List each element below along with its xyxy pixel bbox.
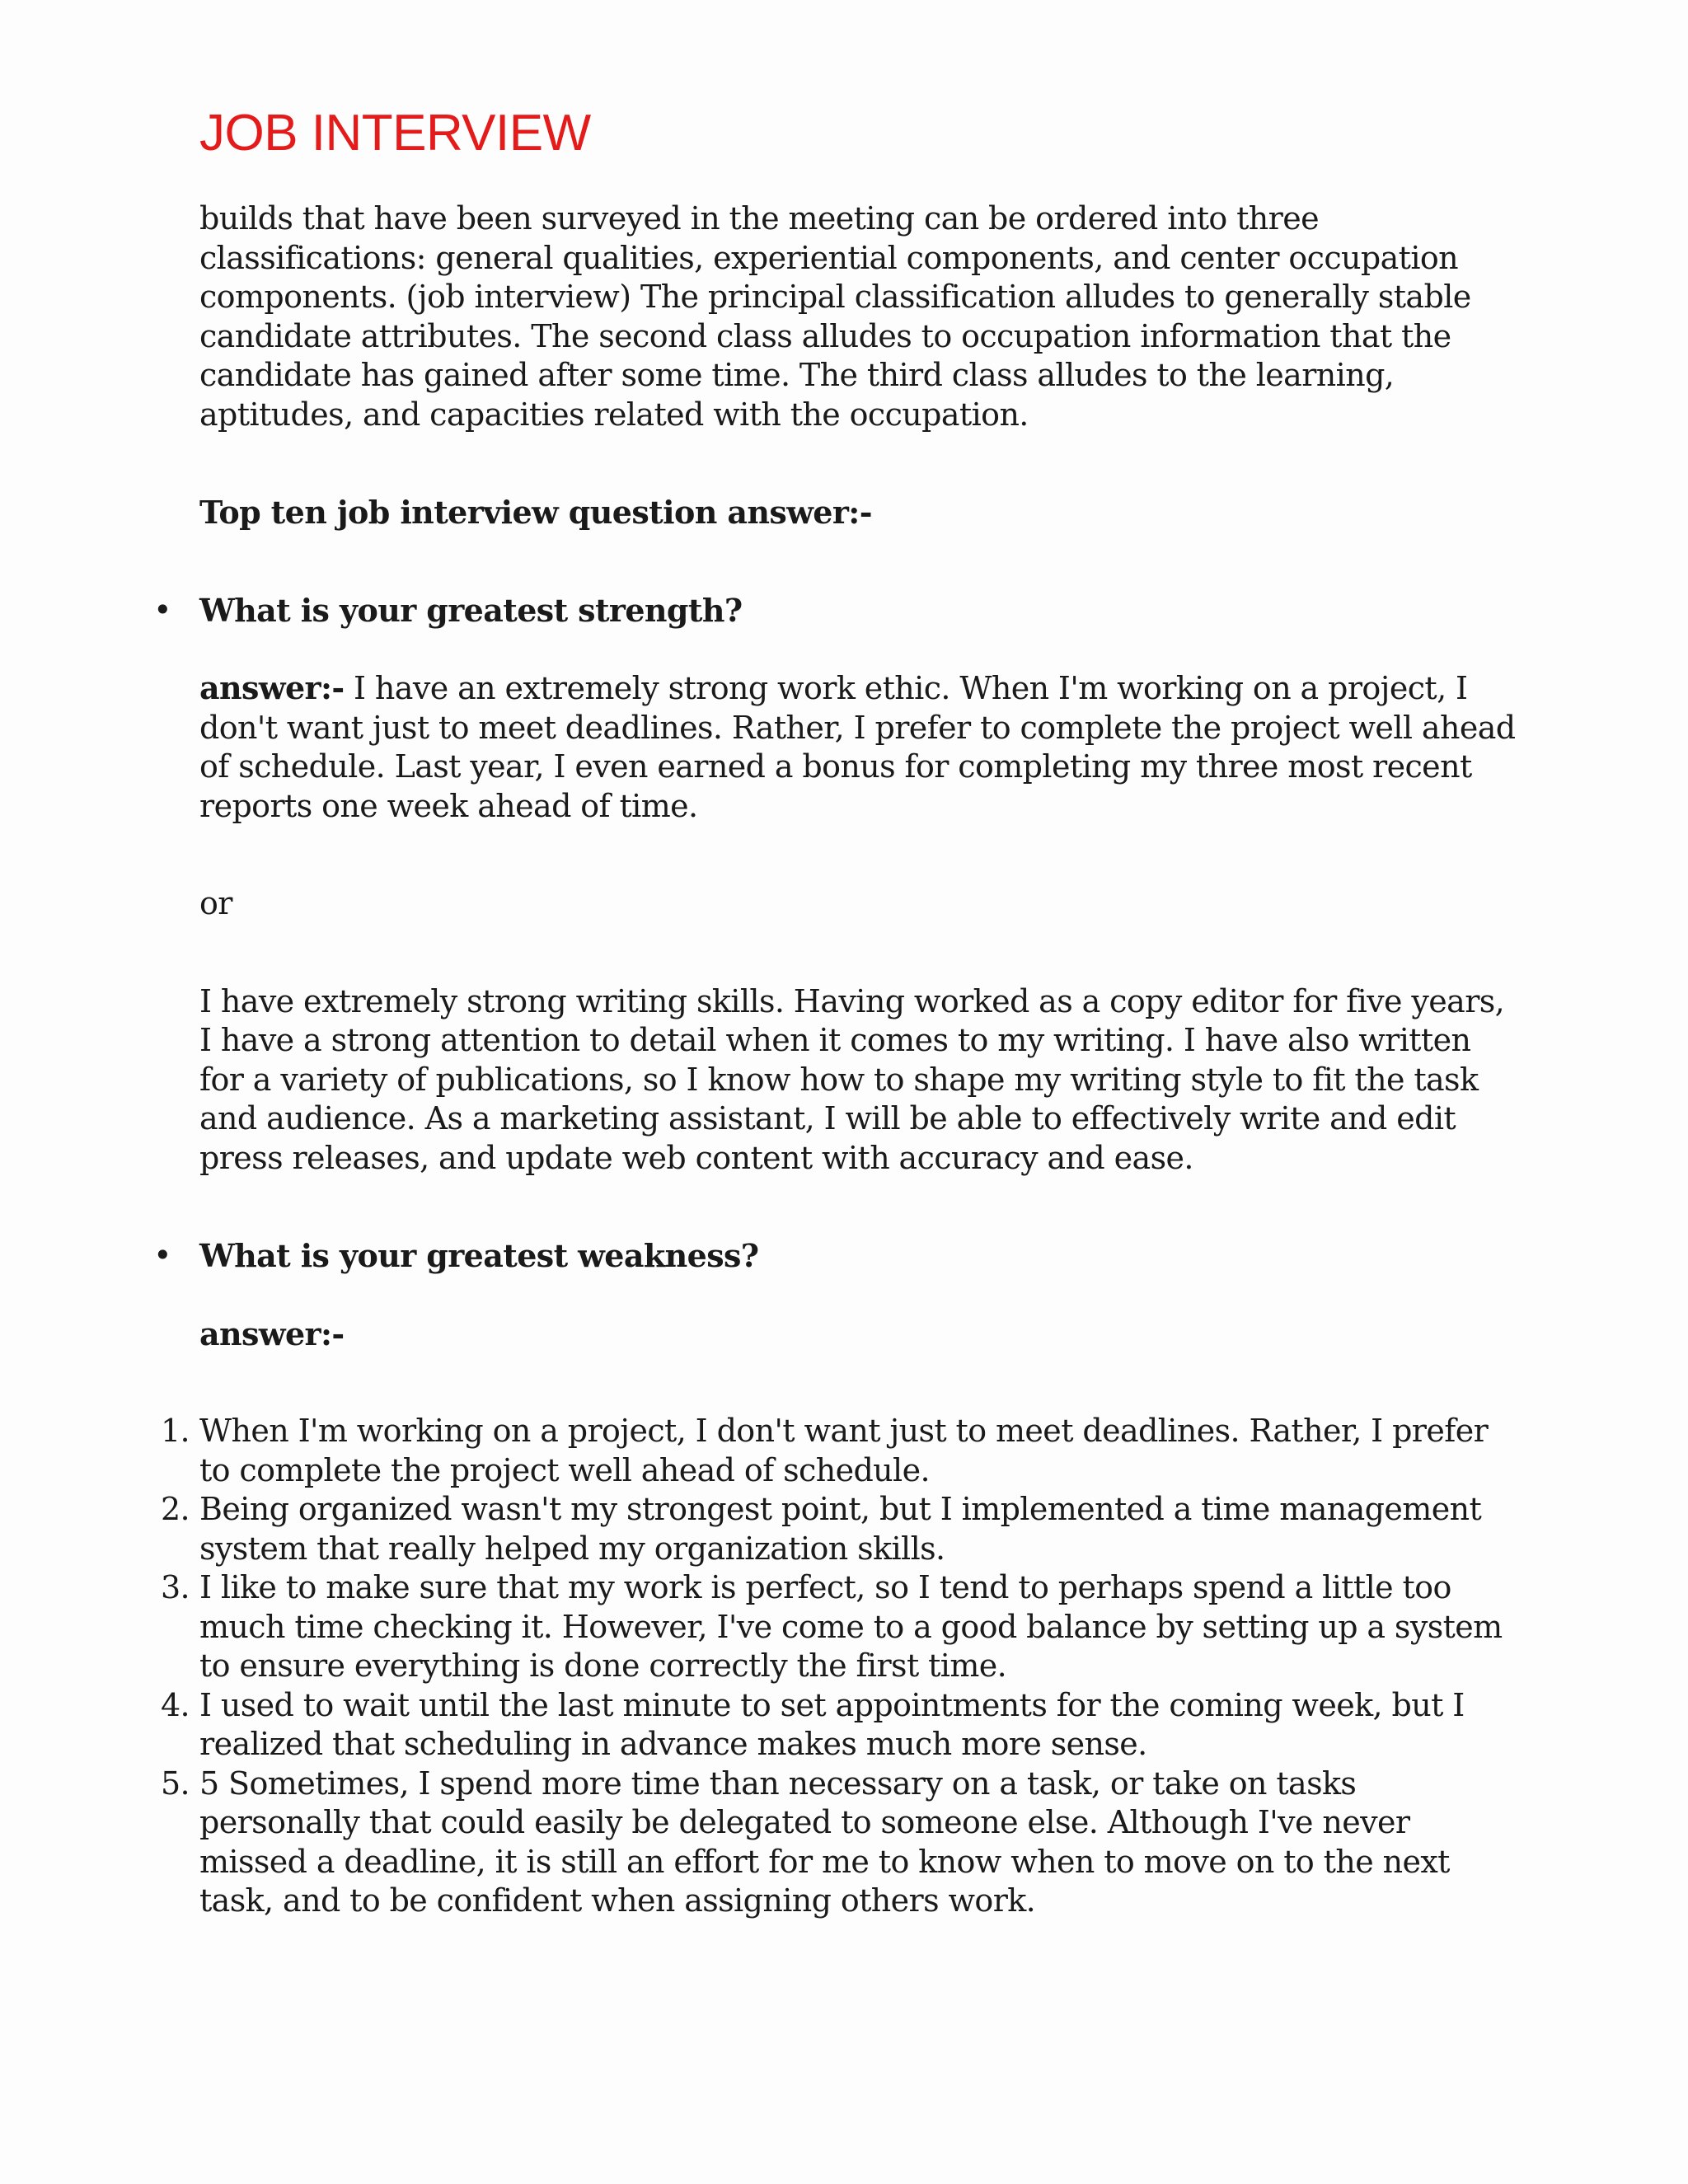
weakness-answer-label: answer:-	[199, 1315, 345, 1352]
answer-label: answer:-	[199, 669, 345, 706]
answer-text: I have an extremely strong work ethic. When I'm working on a project, I don't want just to meet deadlines. Rather, I prefer to complete the project well ahead of schedule. Last year, I even earned a bonus for completing my three most recent reports one week ahead of time.	[199, 670, 1516, 824]
document-body	[153, 199, 1518, 1921]
question-text: What is your greatest strength?	[199, 591, 743, 629]
list-item-text: When I'm working on a project, I don't want just to meet deadlines. Rather, I prefer to complete the project well ahead of schedule.	[199, 1413, 1489, 1488]
list-number: 4.	[160, 1686, 190, 1723]
bullet-icon: •	[153, 591, 171, 628]
question-strength	[153, 591, 1518, 630]
list-number: 3.	[160, 1569, 190, 1605]
list-item	[160, 1412, 1518, 1490]
list-number: 1.	[160, 1413, 190, 1449]
or-separator: or	[199, 885, 232, 921]
list-item	[160, 1490, 1518, 1568]
question-text: What is your greatest weakness?	[199, 1237, 759, 1274]
list-item-text: Being organized wasn't my strongest point, but I implemented a time management system that really helped my organization skills.	[199, 1491, 1482, 1567]
list-item	[160, 1568, 1518, 1686]
list-number: 2.	[160, 1491, 190, 1527]
weakness-answer-list	[160, 1412, 1518, 1921]
list-item	[160, 1686, 1518, 1765]
list-item-text: I like to make sure that my work is perfect, so I tend to perhaps spend a little too much time checking it. However, I've come to a good balance by setting up a system to ensure everything is done correctly the first time.	[199, 1569, 1503, 1684]
list-item	[160, 1765, 1518, 1921]
list-item-text: 5 Sometimes, I spend more time than necessary on a task, or take on tasks personally that could easily be delegated to someone else. Although I've never missed a deadline, it is still an effort for me to know when to move on to the next task, and to be confident when assigning others work.	[199, 1765, 1450, 1919]
strength-alt-answer: I have extremely strong writing skills. Having worked as a copy editor for five years, I have a strong attention to detail when it comes to my writing. I have also written for a variety of publications, so I know how to shape my writing style to fit the task and audience. As a marketing assistant, I will be able to effectively write and edit press releases, and update web content with accuracy and ease.	[199, 982, 1505, 1176]
list-number: 5.	[160, 1765, 190, 1802]
section-heading: Top ten job interview question answer:-	[199, 494, 872, 531]
page-title: JOB INTERVIEW	[199, 105, 591, 162]
bullet-icon: •	[153, 1237, 171, 1273]
list-item-text: I used to wait until the last minute to set appointments for the coming week, but I realized that scheduling in advance makes much more sense.	[199, 1686, 1465, 1762]
intro-paragraph: builds that have been surveyed in the meeting can be ordered into three classifications: general qualities, experiential components, and center occupation components. (job interview) The principal classification alludes to generally stable candidate attributes. The second class alludes to occupation information that the candidate has gained after some time. The third class alludes to the learning, aptitudes, and capacities related with the occupation.	[199, 200, 1471, 433]
strength-answer	[199, 668, 1518, 826]
question-weakness	[153, 1236, 1518, 1276]
